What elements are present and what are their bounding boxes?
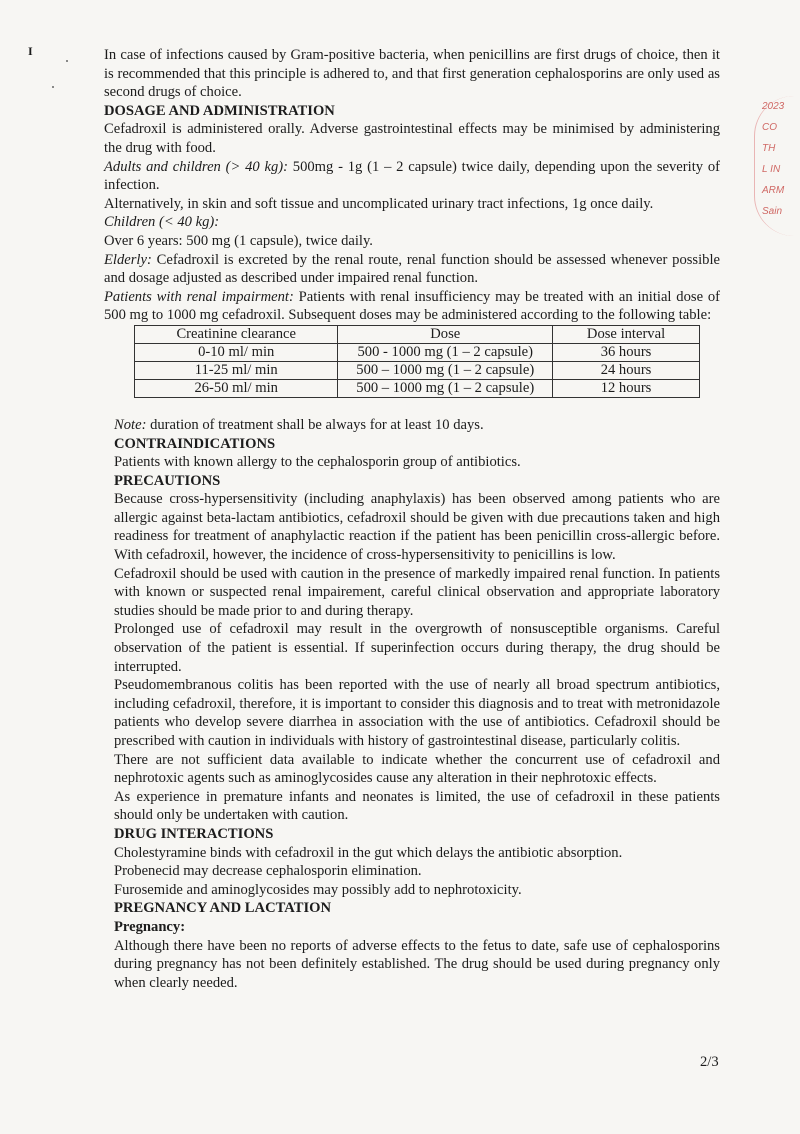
interaction-line: Furosemide and aminoglycosides may possibly add to nephrotoxicity. [114, 881, 522, 898]
pregnancy-heading: PREGNANCY AND LACTATION [114, 900, 332, 917]
table-header: Dose [338, 325, 553, 343]
table-cell: 0-10 ml/ min [135, 343, 338, 361]
table-cell: 500 – 1000 mg (1 – 2 capsule) [338, 361, 553, 379]
table-header-row [135, 325, 700, 343]
elderly-dosage [104, 251, 720, 288]
interaction-line: Probenecid may decrease cephalosporin elimination. [114, 863, 422, 880]
precautions-paragraph: Pseudomembranous colitis has been reported with the use of nearly all broad spectrum antibiotics, including cefadroxil, therefore, it is important to consider this diagnosis and to treat with metronidazole patients who develop severe diarrhea in association with the use of antibiotics. Cefadroxil should be prescribed with caution in individuals with history of gastrointestinal disease, particularly colitis. [114, 677, 720, 749]
children-text: Over 6 years: 500 mg (1 capsule), twice daily. [104, 232, 373, 249]
precautions-heading: PRECAUTIONS [114, 472, 221, 489]
stamp-line: TH [762, 143, 776, 154]
adults-dosage [104, 158, 720, 195]
pregnancy-subheading: Pregnancy: [114, 918, 186, 935]
contraindications-heading: CONTRAINDICATIONS [114, 435, 276, 452]
table-header: Creatinine clearance [135, 325, 338, 343]
alternative-dosage: Alternatively, in skin and soft tissue and uncomplicated urinary tract infections, 1g once daily. [104, 195, 654, 212]
table-row [135, 343, 700, 361]
table-header: Dose interval [553, 325, 700, 343]
contraindications-text: Patients with known allergy to the cephalosporin group of antibiotics. [114, 454, 521, 471]
stamp-ring [754, 96, 800, 236]
renal-label: Patients with renal impairment: [104, 288, 294, 305]
table-cell: 24 hours [553, 361, 700, 379]
stamp-line: CO [762, 122, 777, 133]
pregnancy-text: Although there have been no reports of adverse effects to the fetus to date, safe use of cephalosporins during pregnancy has not been definitely established. The drug should be used during pregnancy only when clearly needed. [114, 937, 720, 991]
intro-paragraph: In case of infections caused by Gram-positive bacteria, when penicillins are first drugs of choice, then it is recommended that this principle is adhered to, and that first generation cephalosporins are only used as second drugs of choice. [104, 47, 720, 101]
renal-dosage [104, 288, 720, 325]
precautions-paragraph: There are not sufficient data available to indicate whether the concurrent use of cefadroxil and nephrotoxic agents such as aminoglycosides cause any alteration in their nephrotoxic effects. [114, 751, 720, 787]
stamp-line: ARM [762, 185, 785, 196]
adults-label: Adults and children (> 40 kg): [104, 158, 288, 175]
renal-text: Patients with renal insufficiency may be treated with an initial dose of 500 mg to 1000 mg cefadroxil. Subsequent doses may be administered according to the following table: [104, 288, 721, 324]
page-number: 2/3 [700, 1054, 719, 1070]
table-cell: 11-25 ml/ min [135, 361, 338, 379]
stamp-line: L IN [762, 164, 781, 175]
table-cell: 36 hours [553, 343, 700, 361]
note-label: Note: [114, 416, 147, 433]
renal-dose-table [134, 325, 700, 398]
table-row [135, 361, 700, 379]
scan-speck [66, 60, 68, 62]
elderly-text: Cefadroxil is excreted by the renal route, renal function should be assessed whenever possible and dosage adjusted as described under impaired renal function. [104, 251, 720, 287]
official-stamp [752, 96, 800, 236]
interactions-heading: DRUG INTERACTIONS [114, 825, 274, 842]
dosage-heading: DOSAGE AND ADMINISTRATION [104, 102, 335, 119]
margin-mark: I [28, 44, 33, 58]
table-cell: 500 – 1000 mg (1 – 2 capsule) [338, 379, 553, 397]
note-text: duration of treatment shall be always for at least 10 days. [146, 416, 484, 433]
precautions-paragraph: Because cross-hypersensitivity (including anaphylaxis) has been observed among patients who are allergic against beta-lactam antibiotics, cefadroxil should be given with due precautions taken and high readiness for treatment of anaphylactic reaction if the patient has been penicillin cross-allergic before. With cefadroxil, however, the incidence of cross-hypersensitivity to penicillins is low. [114, 491, 720, 564]
table-cell: 26-50 ml/ min [135, 379, 338, 397]
dosage-paragraph: Cefadroxil is administered orally. Adverse gastrointestinal effects may be minimised by administering the drug with food. [104, 121, 720, 156]
stamp-line: Sain [762, 206, 783, 217]
document-body [104, 46, 720, 992]
interaction-line: Cholestyramine binds with cefadroxil in the gut which delays the antibiotic absorption. [114, 844, 623, 861]
precautions-paragraph: Cefadroxil should be used with caution in the presence of markedly impaired renal function. In patients with known or suspected renal impairement, careful clinical observation and appropriate laboratory studies should be made prior to and during therapy. [114, 565, 720, 619]
table-cell: 500 - 1000 mg (1 – 2 capsule) [338, 343, 553, 361]
adults-text: 500mg - 1g (1 – 2 capsule) twice daily, depending upon the severity of infection. [104, 158, 720, 194]
table-cell: 12 hours [553, 379, 700, 397]
precautions-paragraph: As experience in premature infants and neonates is limited, the use of cefadroxil in these patients should only be undertaken with caution. [114, 788, 720, 824]
children-label: Children (< 40 kg): [104, 214, 220, 231]
spacer [104, 398, 720, 416]
elderly-label: Elderly: [104, 251, 152, 268]
stamp-line: 2023 [762, 101, 785, 112]
table-row [135, 379, 700, 397]
scan-speck [52, 86, 54, 88]
precautions-paragraph: Prolonged use of cefadroxil may result in the overgrowth of nonsusceptible organisms. Careful observation of the patient is essential. If superinfection occurs during therapy, the drug should be interrupted. [114, 621, 720, 675]
note [104, 416, 720, 435]
